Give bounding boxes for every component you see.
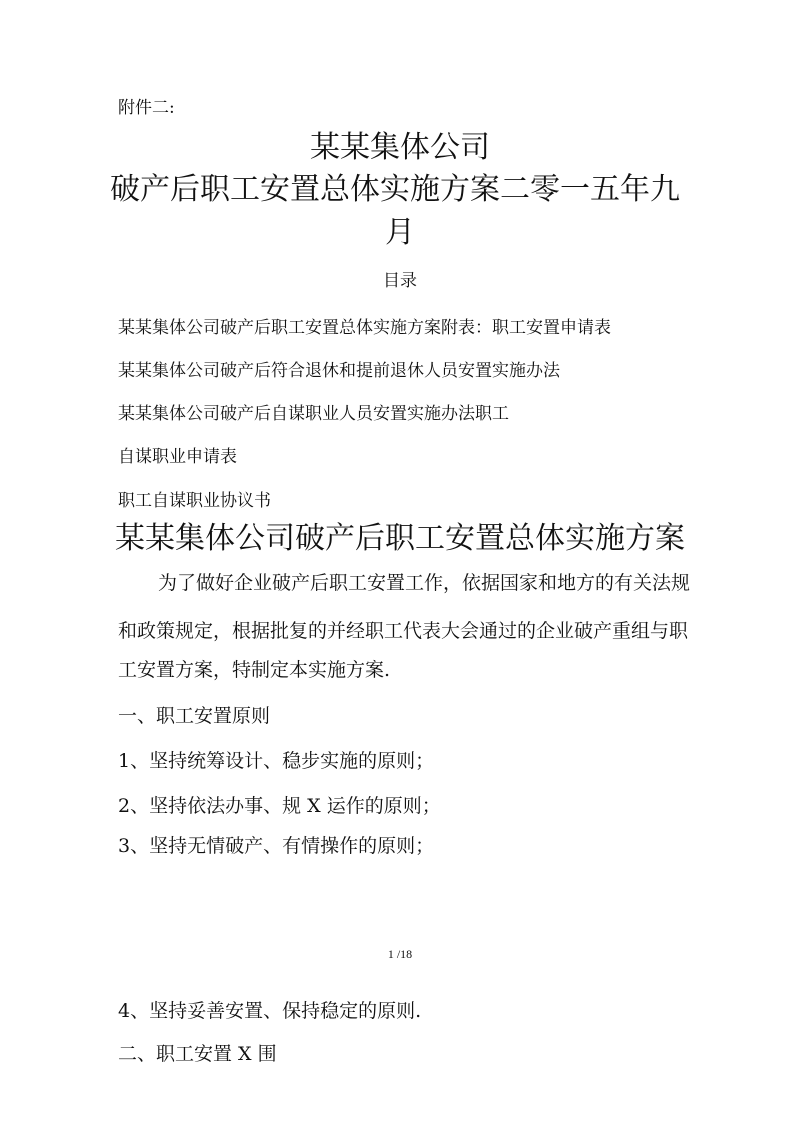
toc-item: 某某集体公司破产后自谋职业人员安置实施办法职工 [118, 404, 509, 424]
section-heading-2: 二、职工安置 X 围 [118, 1043, 277, 1065]
toc-item: 某某集体公司破产后符合退休和提前退休人员安置实施办法 [118, 361, 560, 381]
section-heading-1: 一、职工安置原则 [118, 705, 271, 727]
toc-item: 职工自谋职业协议书 [118, 491, 271, 511]
intro-paragraph-line: 工安置方案，特制定本实施方案. [118, 659, 391, 681]
intro-paragraph-line: 和政策规定，根据批复的并经职工代表大会通过的企业破产重组与职 [118, 620, 689, 642]
principle-item: 2、坚持依法办事、规 X 运作的原则； [118, 795, 441, 817]
toc-item: 自谋职业申请表 [118, 447, 237, 467]
principle-item: 4、坚持妥善安置、保持稳定的原则. [118, 1000, 422, 1022]
document-title-line-3: 月 [385, 215, 415, 250]
intro-paragraph-line: 为了做好企业破产后职工安置工作，依据国家和地方的有关法规 [158, 572, 691, 594]
toc-item: 某某集体公司破产后职工安置总体实施方案附表：职工安置申请表 [118, 318, 611, 338]
toc-heading: 目录 [383, 271, 417, 291]
principle-item: 3、坚持无情破产、有情操作的原则； [118, 835, 435, 857]
document-title-line-1: 某某集体公司 [310, 130, 490, 165]
attachment-label: 附件二: [118, 98, 175, 118]
main-title: 某某集体公司破产后职工安置总体实施方案 [115, 521, 685, 556]
principle-item: 1、坚持统筹设计、稳步实施的原则； [118, 750, 435, 772]
document-title-line-2: 破产后职工安置总体实施方案二零一五年九 [110, 172, 680, 207]
page-number: 1 /18 [387, 947, 413, 961]
